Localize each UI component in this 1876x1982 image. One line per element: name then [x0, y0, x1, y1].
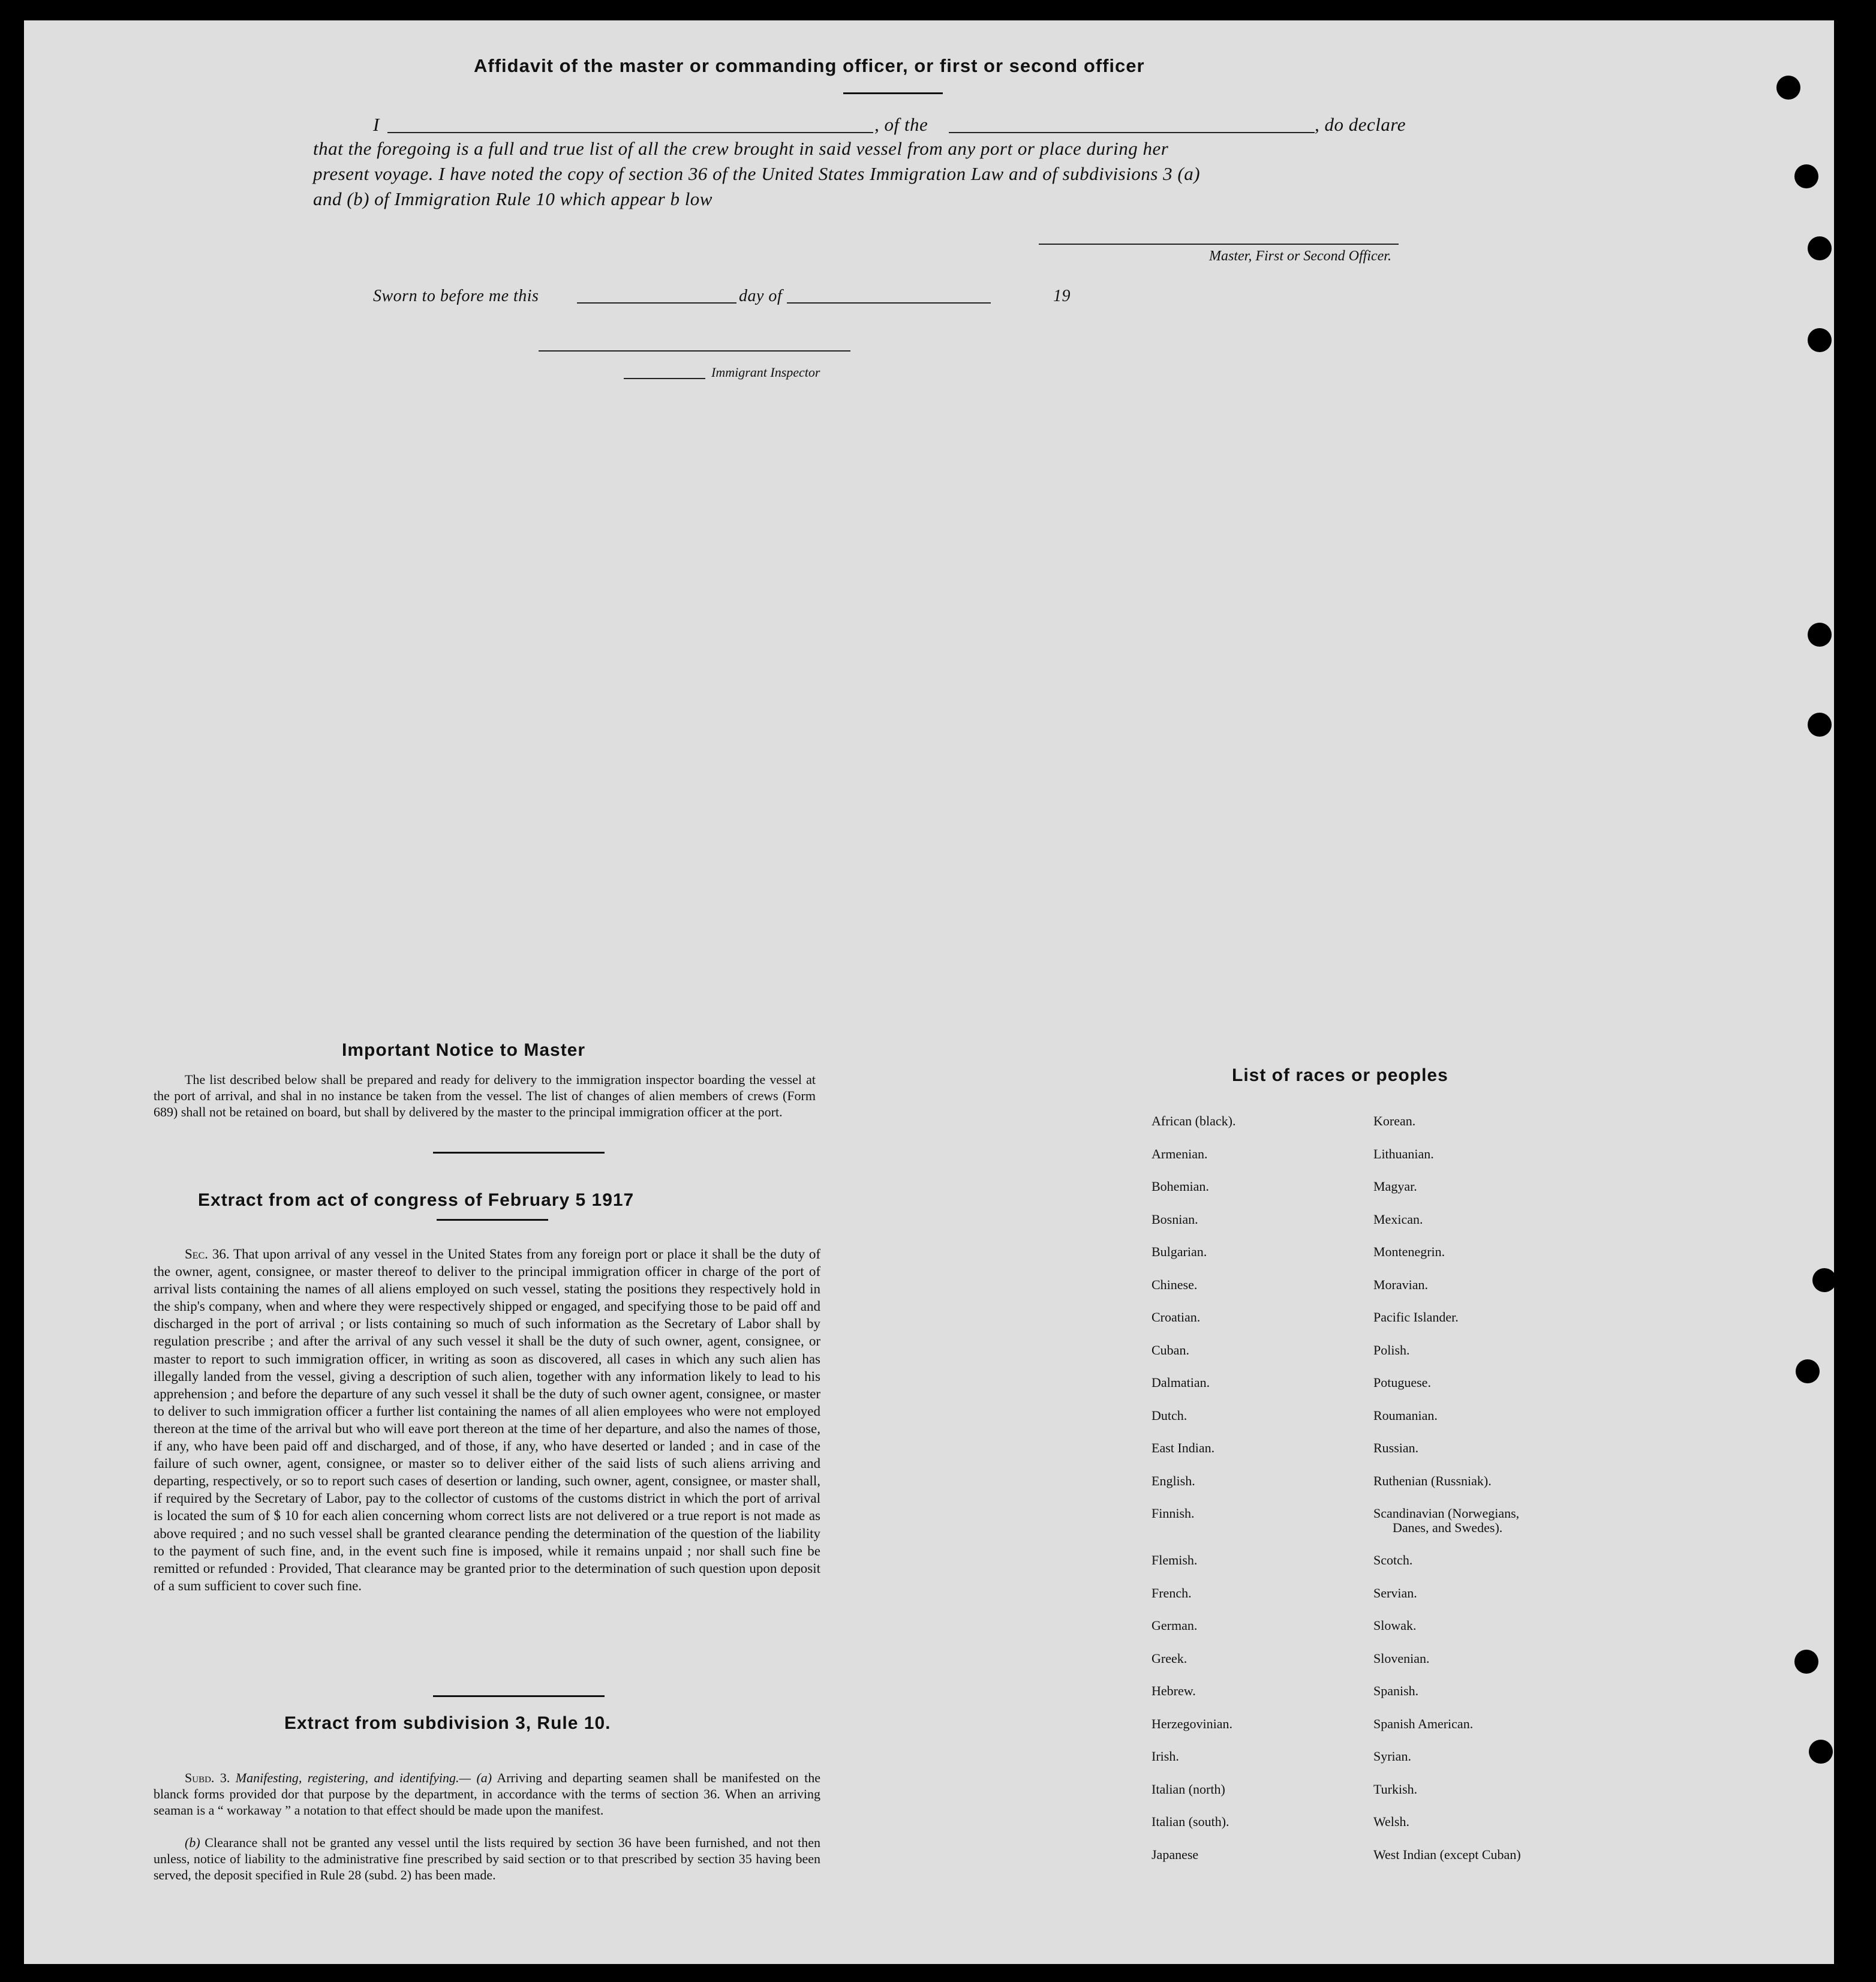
rule-subd-label: Subd. 3.: [185, 1770, 230, 1785]
race-item: Scotch.: [1373, 1552, 1413, 1567]
punch-hole: [1794, 164, 1818, 188]
race-item: African (black).: [1152, 1113, 1236, 1128]
race-item: Chinese.: [1152, 1277, 1198, 1292]
race-item: Croatian.: [1152, 1310, 1201, 1325]
divider: [433, 1695, 605, 1697]
race-item: Welsh.: [1373, 1814, 1409, 1829]
affidavit-line-1: [373, 114, 380, 136]
sworn-year: 19: [1053, 287, 1071, 305]
race-item: Italian (south).: [1152, 1814, 1229, 1829]
race-item: Pacific Islander.: [1373, 1310, 1459, 1325]
divider: [843, 92, 943, 94]
race-item: Dutch.: [1152, 1407, 1187, 1423]
race-item: Moravian.: [1373, 1277, 1429, 1292]
act-section-text: That upon arrival of any vessel in the United States from any foreign port or place it shall be the duty of the owner, agent, consignee, or master thereof to deliver to the principal immigration officer in charge of the port of arrival lists containing the names of all aliens employed on such vessel, stating the positions they respectively hold in the ship's company, when and where they were respectively shipped or engaged, and specifying those to be paid off and discharged in the port of arrival ; or lists containing so much of such information as the Secretary of Labor shall by regulation prescribe ; and after the arrival of any such vessel it shall be the duty of such owner, agent, consignee, or master to report to such immigration officer, in writing as soon as discovered, all cases in which any such alien has illegally landed from the vessel, giving a description of such alien, together with any information likely to lead to his apprehension ; and before the departure of any such vessel it shall be the duty of such owner agent, consignee, or master to deliver to such immigration officer a further list containing the names of all alien employees who were not employed thereon at the time of the arrival but who will eave port thereon at the time of her departure, and also the names of those, if any, who have been paid off and discharged, and of those, if any, who have deserted or landed ; and in case of the failure of such owner, agent, consignee, or master so to deliver either of the said lists of such aliens arriving and departing, respectively, or so to report such cases of desertion or landing, such owner, agent, consignee, or master shall, if required by the Secretary of Labor, pay to the collector of customs of the customs district in which the port of arrival is located the sum of $ 10 for each alien concerning whom correct lists are not delivered or a true report is not made as above required ; and no such vessel shall be granted clearance pending the determination of the question of the liability to the payment of such fine, and, in the event such fine is imposed, while it remains unpaid ; nor shall such fine be remitted or refunded : Provided, That clearance may be granted prior to the determination of such question upon deposit of a sum sufficient to cover such fine.: [154, 1247, 820, 1593]
race-item: Hebrew.: [1152, 1683, 1196, 1698]
race-item: Herzegovinian.: [1152, 1716, 1232, 1731]
race-item: Servian.: [1373, 1585, 1417, 1600]
race-item: West Indian (except Cuban): [1373, 1846, 1521, 1862]
punch-hole: [1809, 1740, 1833, 1764]
race-item: Spanish American.: [1373, 1716, 1474, 1731]
punch-hole: [1796, 1359, 1820, 1383]
vessel-blank: [949, 132, 1315, 133]
race-item: Spanish.: [1373, 1683, 1419, 1698]
race-item: Potuguese.: [1373, 1375, 1431, 1390]
race-item: Bulgarian.: [1152, 1244, 1207, 1259]
race-item: Turkish.: [1373, 1781, 1418, 1797]
race-item: Scandinavian (Norwegians,: [1373, 1506, 1520, 1521]
name-blank: [387, 132, 873, 133]
rule-para-a-text: Arriving and departing seamen shall be manifested on the blanck forms provided dor that purpose by the department, in accordance with the terms of section 36. When an arriving seaman is a “ workaway ” a notation to that effect should be made upon the manifest.: [154, 1770, 821, 1818]
race-item: French.: [1152, 1585, 1192, 1600]
race-item: Italian (north): [1152, 1781, 1225, 1797]
race-item: Lithuanian.: [1373, 1146, 1434, 1161]
act-body: [154, 1245, 820, 1594]
race-item: Armenian.: [1152, 1146, 1208, 1161]
rule-subd-heading: Manifesting, registering, and identifying.— (a): [235, 1770, 492, 1785]
race-item: Mexican.: [1373, 1211, 1423, 1227]
punch-hole: [1808, 623, 1832, 647]
affidavit-line-3: present voyage. I have noted the copy of section 36 of the United States Immigration Law and of subdivisions 3 (a): [313, 163, 1201, 184]
sworn-prefix: Sworn to before me this: [373, 287, 539, 305]
sworn-month-blank: [787, 302, 991, 304]
divider: [437, 1219, 548, 1221]
race-item: Slovenian.: [1373, 1650, 1430, 1666]
affidavit-i: I: [373, 114, 380, 135]
race-item-continuation: Danes, and Swedes).: [1393, 1520, 1503, 1535]
document-page: [24, 20, 1834, 1964]
race-item: Greek.: [1152, 1650, 1187, 1666]
inspector-label: Immigrant Inspector: [711, 365, 820, 380]
rule-para-a: [154, 1770, 820, 1818]
affidavit-line-2: that the foregoing is a full and true list of all the crew brought in said vessel from any port or place during her: [313, 138, 1169, 159]
race-item: Slowak.: [1373, 1618, 1417, 1633]
race-item: Polish.: [1373, 1342, 1410, 1358]
act-title: Extract from act of congress of February 5 1917: [198, 1190, 635, 1210]
race-item: Magyar.: [1373, 1179, 1417, 1194]
race-item: English.: [1152, 1473, 1195, 1488]
rule-para-b-label: (b): [185, 1835, 200, 1850]
race-item: Irish.: [1152, 1749, 1179, 1764]
race-item: Bohemian.: [1152, 1179, 1209, 1194]
affidavit-title: Affidavit of the master or commanding officer, or first or second officer: [474, 55, 1145, 76]
punch-hole: [1808, 236, 1832, 260]
rule-title: Extract from subdivision 3, Rule 10.: [284, 1713, 611, 1733]
punch-hole: [1794, 1650, 1818, 1674]
race-item: Syrian.: [1373, 1749, 1411, 1764]
sworn-day-blank: [577, 302, 736, 304]
notice-title: Important Notice to Master: [342, 1040, 586, 1060]
race-item: Bosnian.: [1152, 1211, 1198, 1227]
affidavit-declare: , do declare: [1315, 114, 1406, 135]
rule-para-b: [154, 1834, 820, 1883]
sworn-day-of: day of: [739, 287, 783, 305]
rule-para-b-text: Clearance shall not be granted any vessel until the lists required by section 36 have been furnished, and not then unless, notice of liability to the administrative fine prescribed by said section or to that prescribed by section 35 having been served, the deposit specified in Rule 28 (subd. 2) has been made.: [154, 1835, 821, 1882]
inspector-signature-line: [539, 350, 850, 352]
punch-hole: [1808, 328, 1832, 352]
race-item: Montenegrin.: [1373, 1244, 1445, 1259]
races-title: List of races or peoples: [1232, 1065, 1448, 1085]
race-item: Roumanian.: [1373, 1407, 1438, 1423]
punch-hole: [1808, 713, 1832, 737]
race-item: German.: [1152, 1618, 1198, 1633]
race-item: East Indian.: [1152, 1440, 1215, 1455]
race-item: Flemish.: [1152, 1552, 1198, 1567]
master-signature-label: Master, First or Second Officer.: [1209, 248, 1391, 264]
master-signature-line: [1039, 244, 1399, 245]
inspector-signature-line-2: [624, 378, 705, 379]
race-item: Finnish.: [1152, 1506, 1195, 1521]
race-item: Cuban.: [1152, 1342, 1189, 1358]
affidavit-line-4: and (b) of Immigration Rule 10 which appear b low: [313, 188, 712, 209]
race-item: Ruthenian (Russniak).: [1373, 1473, 1492, 1488]
divider: [433, 1152, 605, 1154]
race-item: Korean.: [1373, 1113, 1416, 1128]
race-item: Japanese: [1152, 1846, 1199, 1862]
race-item: Dalmatian.: [1152, 1375, 1210, 1390]
punch-hole: [1776, 76, 1800, 100]
affidavit-of-the: , of the: [874, 114, 928, 135]
act-section-label: Sec. 36.: [185, 1247, 230, 1262]
punch-hole: [1812, 1268, 1834, 1292]
notice-body: The list described below shall be prepared and ready for delivery to the immigration inspector boarding the vessel at the port of arrival, and shal in no instance be taken from the vessel. The list of changes of alien members of crews (Form 689) shall not be retained on board, but shall by delivered by the master to the principal immigration officer at the port.: [154, 1072, 816, 1119]
race-item: Russian.: [1373, 1440, 1419, 1455]
